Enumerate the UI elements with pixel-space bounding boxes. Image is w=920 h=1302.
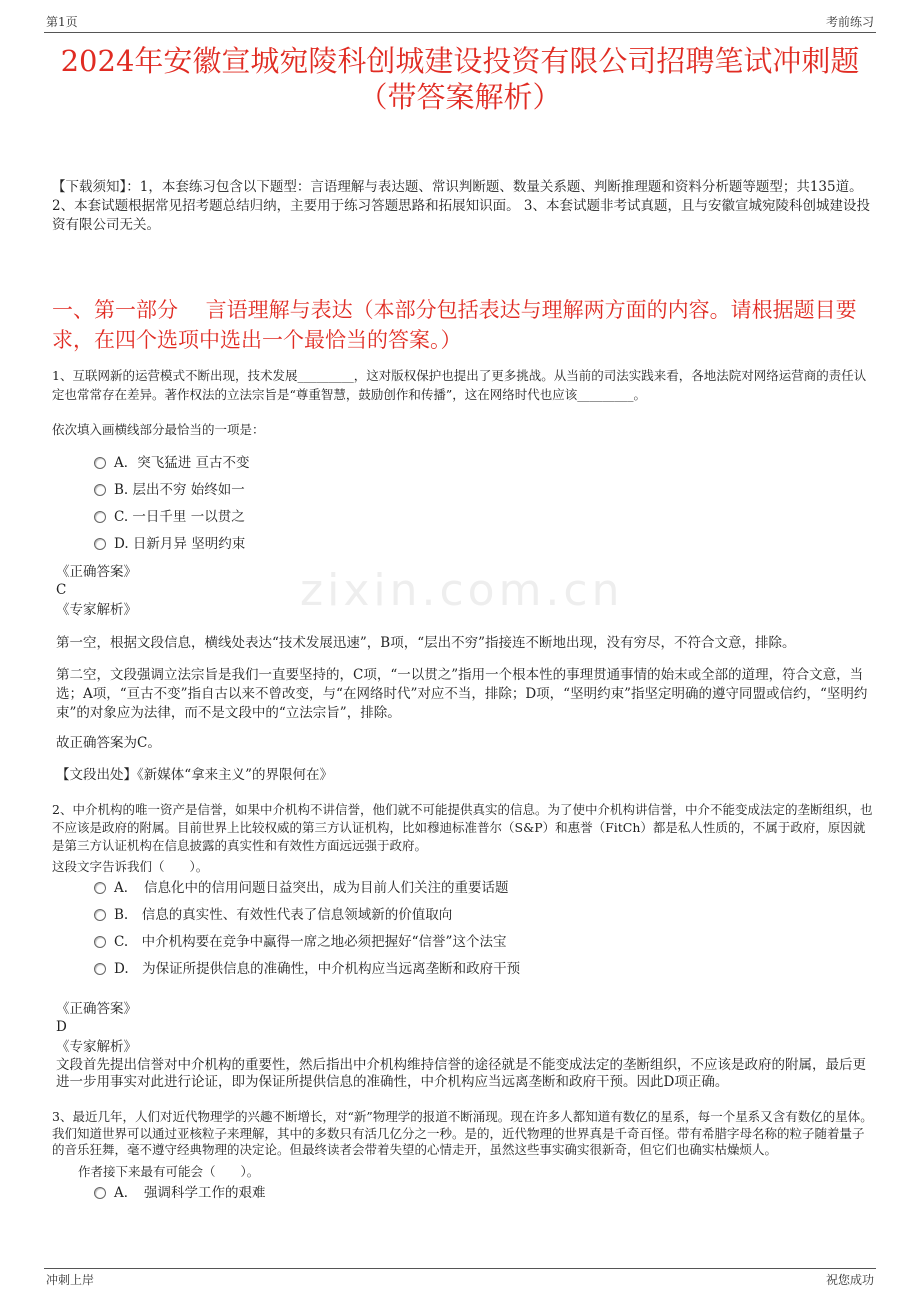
radio-icon[interactable]: [94, 882, 106, 894]
q1-analysis-2: 第二空，文段强调立法宗旨是我们一直要坚持的，C项，“一以贯之”指用一个根本性的事理贯通事情的始末或全部的道理，符合文意，当选；A项，“亘古不变”指自古以来不曾改变，与“在网络时代”对应不当，排除；D项，“坚明约束”指坚定明确的遵守同盟或信约，“坚明约束”的对象应为法律，而不是文段中的“立法宗旨”，排除。: [56, 667, 868, 721]
section-heading: 一、第一部分 言语理解与表达（本部分包括表达与理解两方面的内容。请根据题目要求，在四个选项中选出一个最恰当的答案。）: [52, 298, 857, 352]
q1-option-a[interactable]: A．突飞猛进 亘古不变: [94, 455, 920, 471]
doc-subtitle: （带答案解析）: [358, 80, 562, 114]
q3-stem: 3、最近几年，人们对近代物理学的兴趣不断增长，对“新”物理学的报道不断涌现。现在许多人都知道有数亿的星系，每一个星系又含有数亿的星体。我们知道世界可以通过亚核粒子来理解，其中的多数只有活几亿分之一秒。是的，近代物理的世界真是千奇百怪。带有希腊字母名称的粒子随着量子的音乐狂舞，毫不遵守经典物理的决定论。但最终读者会带着失望的心情走开，虽然这些事实确实很新奇，但它们也确实枯燥烦人。: [52, 1109, 873, 1157]
header-right: 考前练习: [825, 15, 874, 29]
footer-left: 冲刺上岸: [46, 1273, 95, 1287]
q3-option-a[interactable]: A． 强调科学工作的艰难: [94, 1185, 920, 1201]
q3-prompt: 作者接下来最有可能会（ ）。: [78, 1163, 260, 1179]
q1-option-d[interactable]: D. 日新月异 坚明约束: [94, 536, 920, 552]
radio-icon[interactable]: [94, 909, 106, 921]
radio-icon[interactable]: [94, 936, 106, 948]
q1-analysis-label: 《专家解析》: [56, 602, 137, 618]
watermark: zixin.com.cn: [300, 565, 624, 616]
q2-option-d[interactable]: D. 为保证所提供信息的准确性，中介机构应当远离垄断和政府干预: [94, 961, 920, 977]
q2-analysis-label: 《专家解析》: [56, 1039, 137, 1055]
q2-option-b[interactable]: B. 信息的真实性、有效性代表了信息领域新的价值取向: [94, 907, 920, 923]
radio-icon[interactable]: [94, 963, 106, 975]
footer-right: 祝您成功: [825, 1273, 874, 1287]
q2-option-c[interactable]: C. 中介机构要在竞争中赢得一席之地必须把握好“信誉”这个法宝: [94, 934, 920, 950]
q1-source: 【文段出处】《新媒体“拿来主义”的界限何在》: [56, 767, 334, 783]
doc-title: 2024年安徽宣城宛陵科创城建设投资有限公司招聘笔试冲刺题: [60, 44, 860, 78]
radio-icon[interactable]: [94, 457, 106, 469]
q1-answer-block: [0, 564, 920, 619]
q2-answer-block: [0, 1001, 920, 1056]
q2-option-a[interactable]: A． 信息化中的信用问题日益突出，成为目前人们关注的重要话题: [94, 880, 920, 896]
notice: 【下载须知】：1，本套练习包含以下题型：言语理解与表达题、常识判断题、数量关系题、判断推理题和资料分析题等题型；共135道。 2、本套试题根据常见招考题总结归纳，主要用于练习答题思路和拓展知识面。 3、本套试题非考试真题，且与安徽宣城宛陵科创城建设投资有限公司无关。: [52, 179, 870, 233]
document-body: [0, 42, 920, 1201]
header-rule: [44, 32, 876, 33]
q1-answer-label: 《正确答案》: [56, 564, 137, 580]
q1-option-b[interactable]: B. 层出不穷 始终如一: [94, 482, 920, 498]
radio-icon[interactable]: [94, 538, 106, 550]
q1-stem: 1、互联网新的运营模式不断出现，技术发展_________，这对版权保护也提出了更多挑战。从当前的司法实践来看，各地法院对网络运营商的责任认定也常常存在差异。著作权法的立法宗旨是“尊重智慧，鼓励创作和传播”，这在网络时代也应该_________。: [52, 368, 867, 402]
radio-icon[interactable]: [94, 511, 106, 523]
q2-prompt: 这段文字告诉我们（ ）。: [52, 859, 209, 874]
q1-analysis-3: 故正确答案为C。: [56, 735, 161, 751]
q2-answer: D: [56, 1019, 67, 1035]
radio-icon[interactable]: [94, 1187, 106, 1199]
q1-answer: C: [56, 582, 67, 598]
q1-analysis-1: 第一空，根据文段信息，横线处表达“技术发展迅速”，B项，“层出不穷”指接连不断地出现，没有穷尽，不符合文意，排除。: [56, 635, 796, 651]
radio-icon[interactable]: [94, 484, 106, 496]
footer-rule: [44, 1268, 876, 1269]
q2-answer-label: 《正确答案》: [56, 1001, 137, 1017]
q2-stem: 2、中介机构的唯一资产是信誉，如果中介机构不讲信誉，他们就不可能提供真实的信息。为了使中介机构讲信誉，中介不能变成法定的垄断组织，也不应该是政府的附属。目前世界上比较权威的第三方认证机构，比如穆迪标准普尔（S&P）和惠誉（FitCh）都是私人性质的，不属于政府，原因就是第三方认证机构在信息披露的真实性和有效性方面远远强于政府。: [52, 802, 873, 853]
q1-prompt: 依次填入画横线部分最恰当的一项是：: [52, 422, 265, 437]
q2-analysis: 文段首先提出信誉对中介机构的重要性，然后指出中介机构维持信誉的途径就是不能变成法定的垄断组织，不应该是政府的附属，最后更进一步用事实对此进行论证，即为保证所提供信息的准确性，中介机构应当远离垄断和政府干预。因此D项正确。: [56, 1057, 866, 1090]
q1-option-c[interactable]: C. 一日千里 一以贯之: [94, 509, 920, 525]
page-number: 第1页: [46, 15, 78, 29]
